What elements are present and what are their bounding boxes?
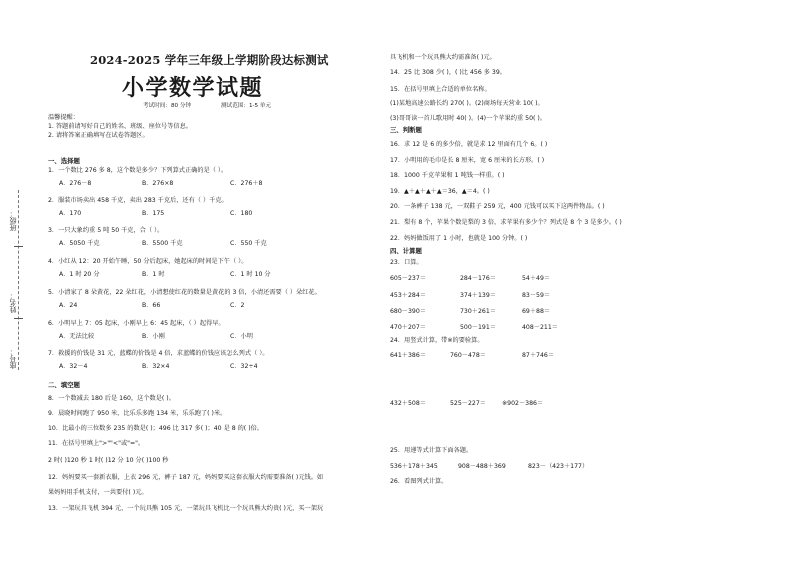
step-calc-item[interactable]: 536＋178＋345 [390,463,438,470]
class-label: 班级： [9,210,17,231]
oral-calc-item[interactable]: 374＋139＝ [460,292,496,299]
mc-option-4-c[interactable]: C．1 时 10 分 [230,271,271,278]
exam-time: 考试时间：80 分钟 [143,103,192,109]
step-calc-item[interactable]: 908－488＋369 [458,463,506,470]
fill-line-7: 果妈妈用手机支付，一共要付( )元。 [48,489,148,496]
oral-calc-item[interactable]: 54＋49＝ [522,275,551,282]
judge-question-17: 17．小明用的毛巾是长 8 厘米，宽 6 厘米的长方形。( ) [390,157,545,164]
judge-question-21: 21．梨有 8 个，苹果个数是梨的 3 倍，求苹果有多少个？列式是 8 个 3 是多少。( ) [390,219,622,226]
oral-calc-item[interactable]: 500－191＝ [460,324,496,331]
oral-calc-item[interactable]: 83－59＝ [522,292,551,299]
mc-option-1-a[interactable]: A．276－8 [59,180,92,187]
right-fill-line-3: 15．在括号里填上合适的单位名称。 [390,86,491,93]
vertical-calc-item[interactable]: 432＋508＝ [390,400,426,407]
mc-option-5-c[interactable]: C．2 [230,302,245,309]
mc-option-3-a[interactable]: A．5050 千克 [59,240,100,247]
class-field-line[interactable] [14,246,23,247]
mc-option-6-b[interactable]: B．小刚 [142,333,165,340]
fill-line-6: 12．妈妈要买一套新衣服，上衣 296 元，裤子 187 元，妈妈要买这套衣服大约需要准备( )元钱。如 [48,474,324,481]
step-calc-item[interactable]: 823－（423＋177） [528,463,589,470]
fill-line-8: 13．一架玩具飞机 394 元，一个玩具熊 105 元，一架玩具飞机比一个玩具熊大约贵( )元，买一架玩 [48,505,324,512]
mc-option-6-c[interactable]: C．小明 [230,333,253,340]
mc-option-1-c[interactable]: C．276＋8 [230,180,263,187]
mc-question-5: 5．小清家了 8 朵黄花，22 朵红花，小清想使红花的数量是黄花的 3 倍，小清还需要（ ）朵红花。 [48,289,321,296]
right-fill-line-5: (3)哥哥读一首儿歌用时 40( )。(4)一个苹果约重 50( )。 [390,115,546,122]
oral-calc-item[interactable]: 680－390＝ [390,308,426,315]
vertical-calc-item[interactable]: 525－227＝ [450,400,486,407]
name-label: 姓名： [9,292,17,313]
judge-question-19: 19．▲＋▲＋▲＋▲＝36，▲＝4。( ) [390,188,490,195]
subject-title: 小学数学试题 [122,75,264,101]
oral-calc-item[interactable]: 453＋284＝ [390,292,426,299]
oral-calc-item[interactable]: 470＋207＝ [390,324,426,331]
q25-label: 25．用递等式计算下面各题。 [390,447,473,454]
right-fill-line-4: (1)某地高速公路长约 270( )。(2)商场每天营业 10( )。 [390,100,544,107]
section-2-heading: 二、填空题 [48,381,80,389]
mc-option-3-b[interactable]: B．5500 千克 [142,240,183,247]
name-field-line[interactable] [14,318,23,319]
fill-line-2: 9．晨晓时间跑了 950 米，比乐乐多跑 134 米，乐乐跑了( )米。 [48,410,227,417]
mc-option-4-a[interactable]: A．1 时 20 分 [59,271,100,278]
seat-label: 座号： [9,348,17,369]
mc-option-1-b[interactable]: B．276×8 [142,180,174,187]
mc-option-5-b[interactable]: B．66 [142,302,161,309]
mc-question-6: 6．小明早上 7：05 起床，小刚早上 6：45 起床，（ ）起得早。 [48,320,225,327]
mc-option-2-a[interactable]: A．170 [59,210,82,217]
judge-question-18: 18．1000 千克苹果和 1 吨钱一样重。( ) [390,172,505,179]
fill-line-1: 8．一个数减去 180 后是 160，这个数是( )。 [48,395,175,402]
vertical-calc-item[interactable]: 760－478＝ [450,352,486,359]
fill-line-4: 11．在括号里填上">""<"或"="。 [48,440,145,447]
mc-option-7-b[interactable]: B．32×4 [142,363,170,370]
mc-question-4: 4．小红从 12：20 开始午睡，50 分后起床，她起床的时间是下午（ ）。 [48,258,248,265]
tips-heading: 温馨提醒： [48,114,79,121]
vertical-calc-item[interactable]: 87＋746＝ [522,352,555,359]
oral-calc-item[interactable]: 69＋88＝ [522,308,551,315]
q26-label: 26．看图列式计算。 [390,478,448,485]
fill-line-3: 10．比最小的三位数多 235 的数是( )；496 比 317 多( )；40 是 8 的( )倍。 [48,425,263,432]
right-fill-line-1: 具飞机和一个玩具熊大约需准备( )元。 [390,54,496,61]
mc-option-5-a[interactable]: A．24 [59,302,78,309]
mc-option-2-b[interactable]: B．175 [142,210,165,217]
fill-line-5: 2 时( )120 秒 1 时( )12 分 10 分( )100 秒 [48,457,169,464]
right-fill-line-2: 14．25 比 308 少( )，( )比 456 多 39。 [390,69,506,76]
mc-question-3: 3．一只大象约重 5 吨 50 千克，合（ ）。 [48,227,164,234]
mc-question-2: 2．服装市场卖出 458 千克，卖出 283 千克后，还有（ ）千克。 [48,197,228,204]
mc-option-7-a[interactable]: A．32－4 [59,363,88,370]
mc-option-6-a[interactable]: A．无法比较 [59,333,95,340]
vertical-calc-item[interactable]: 641＋386＝ [390,352,426,359]
binding-dashed-line [18,190,19,370]
section-4-heading: 四、计算题 [390,247,422,255]
exam-title: 2024-2025 学年三年级上学期阶段达标测试 [90,53,329,67]
vertical-calc-item[interactable]: ※902－386＝ [502,400,544,407]
section-3-heading: 三、判断题 [390,126,422,134]
mc-option-2-c[interactable]: C．180 [230,210,253,217]
oral-calc-item[interactable]: 730＋261＝ [460,308,496,315]
mc-option-3-c[interactable]: C．550 千克 [230,240,267,247]
judge-question-20: 20．一条裤子 138 元，一双鞋子 259 元，400 元钱可以买下这两件物品。( ) [390,203,605,210]
judge-question-16: 16．求 12 是 6 的多少倍，就是求 12 里面有几个 6。( ) [390,141,548,148]
q24-label: 24．用竖式计算，带※的要验算。 [390,337,484,344]
mc-question-1: 1．一个数比 276 多 8，这个数是多少？下列算式正确的是（ ）。 [48,167,228,174]
tip-1: 1. 答题前请写好自己的姓名、班级、座位号等信息。 [48,123,192,130]
q23-label: 23．口算。 [390,259,423,266]
oral-calc-item[interactable]: 605－237＝ [390,275,426,282]
mc-option-7-c[interactable]: C．32÷4 [230,363,258,370]
tip-2: 2. 请将答案正确填写在试卷答题区。 [48,132,149,139]
exam-scope: 测试范围：1-5 单元 [221,103,272,109]
judge-question-22: 22．妈妈做饭用了 1 小时，也就是 100 分钟。( ) [390,235,528,242]
oral-calc-item[interactable]: 284－176＝ [460,275,496,282]
oral-calc-item[interactable]: 408－211＝ [522,324,558,331]
section-1-heading: 一、选择题 [48,157,80,165]
mc-option-4-b[interactable]: B．1 时 [142,271,165,278]
mc-question-7: 7．救援的价钱是 31 元，蓝蝶的价钱是 4 倍，求蓝蝶的价钱应该怎么列式（ ）。 [48,350,269,357]
